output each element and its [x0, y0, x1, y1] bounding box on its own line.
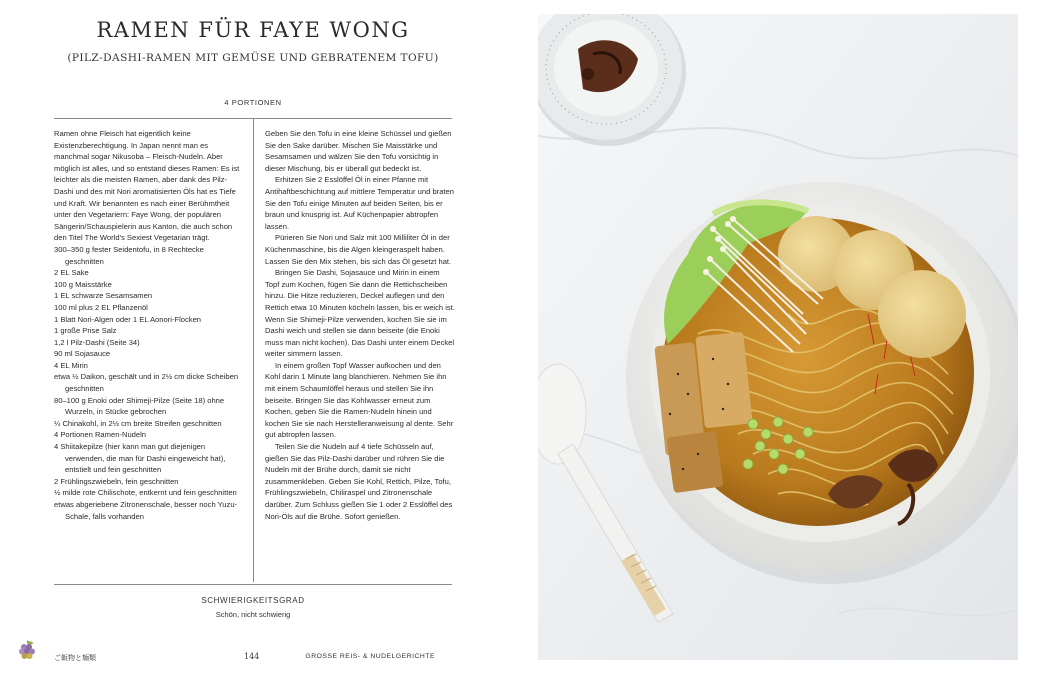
recipe-subtitle: (PILZ-DASHI-RAMEN MIT GEMÜSE UND GEBRATENEM TOFU)	[67, 52, 439, 64]
difficulty-label: SCHWIERIGKEITSGRAD	[201, 596, 305, 605]
footer-section-jp: ご飯物と麺類	[54, 655, 96, 662]
recipe-title: RAMEN FÜR FAYE WONG	[96, 18, 410, 42]
ingredient-item: etwas abgeriebene Zitronenschale, besser noch Yuzu-Schale, falls vorhanden	[54, 500, 238, 521]
page-number: 144	[244, 652, 260, 661]
ingredient-item: 4 Portionen Ramen-Nudeln	[54, 430, 147, 440]
ingredient-item: 4 Shiitakepilze (hier kann man gut diejenigen verwenden, die man für Dashi eingeweicht hat), entstielt und fein geschnitten	[54, 442, 226, 475]
ramen-photo	[538, 14, 1018, 660]
method-step: Pürieren Sie Nori und Salz mit 100 Milliliter Öl in der Küchenmaschine, bis die Algen kleingeraspelt haben. Lassen Sie den Mix stehen, bis sich das Öl gesetzt hat.	[265, 233, 452, 266]
ingredient-item: 2 Frühlingszwiebeln, fein geschnitten	[54, 476, 179, 486]
footer-section-title: GROSSE REIS- & NUDELGERICHTE	[305, 653, 435, 660]
ingredient-item: 1 Blatt Nori-Algen oder 1 EL Aonori-Flocken	[54, 314, 202, 324]
ingredient-item: 100 ml plus 2 EL Pflanzenöl	[54, 302, 148, 312]
ingredient-item: 100 g Maisstärke	[54, 279, 112, 289]
portions: 4 PORTIONEN	[224, 98, 282, 107]
bottom-rule	[54, 584, 452, 585]
intro-text: Ramen ohne Fleisch hat eigentlich keine Existenzberechtigung. In Japan nennt man es manchmal sogar Nikusoba – Fleisch-Nudeln. Aber möglich ist alles, und so entstand dieses Ramen: Es ist leichter als die meisten Ramen, aber dank des Pilz-Dashi und des mit Nori aromatisierten Öls hat es Tiefe und Kraft. Wir benannten es nach einer Berühmtheit unter den Vegetariern: Faye Wong, der populären Sängerin/Schauspielerin aus Kanton, die auch schon den Titel The World's Sexiest Vegetarian trägt.	[54, 129, 240, 243]
grape-cluster-icon	[16, 639, 38, 666]
ingredient-item: ¼ Chinakohl, in 2½ cm breite Streifen geschnitten	[54, 418, 222, 428]
method-step: Bringen Sie Dashi, Sojasauce und Mirin in einem Topf zum Kochen, fügen Sie dann die Rettichscheiben hinzu. Die Hitze reduzieren, Deckel auflegen und den Rettich etwa 10 Minuten köcheln lassen, bis er weich ist. Wenn Sie Shimeji-Pilze verwenden, kochen Sie sie im Dashi weich und stellen sie dann beiseite (die Enoki muss man nicht kochen). Das Dashi unter einem Deckel weiter simmern lassen.	[265, 268, 455, 359]
ingredients-list	[54, 244, 244, 522]
column-divider	[253, 119, 254, 582]
ingredient-item: 4 EL Mirin	[54, 360, 88, 370]
ingredient-item: 1 EL schwarze Sesamsamen	[54, 291, 153, 301]
ingredient-item: 1,2 l Pilz-Dashi (Seite 34)	[54, 337, 140, 347]
difficulty-value: Schön, nicht schwierig	[215, 610, 291, 619]
method-column	[265, 128, 455, 522]
left-column	[54, 128, 244, 522]
ingredient-item: 2 EL Sake	[54, 268, 89, 278]
ingredient-item: 300–350 g fester Seidentofu, in 8 Rechtecke geschnitten	[54, 244, 204, 266]
ingredient-item: 90 ml Sojasauce	[54, 349, 111, 359]
daikon-slice	[878, 270, 966, 358]
ingredient-item: 80–100 g Enoki oder Shimeji-Pilze (Seite 18) ohne Wurzeln, in Stücke gebrochen	[54, 395, 225, 417]
ingredient-item: ½ milde rote Chilischote, entkernt und fein geschnitten	[54, 488, 237, 498]
method-step: Teilen Sie die Nudeln auf 4 tiefe Schüsseln auf, gießen Sie das Pilz-Dashi darüber und rühren Sie die Nudeln mit der Brühe durch, damit sie nicht zusammenkleben. Geben Sie Kohl, Rettich, Pilze, Tofu, Frühlingszwiebeln, Chiliraspel und Zitronenschale darüber. Zum Schluss gießen Sie 1 oder 2 Esslöffel des Nori-Öls auf die Brühe. Sofort genießen.	[265, 442, 453, 521]
ingredient-item: etwa ½ Daikon, geschält und in 2½ cm dicke Scheiben geschnitten	[54, 372, 239, 394]
method-step: Erhitzen Sie 2 Esslöffel Öl in einer Pfanne mit Antihaftbeschichtung auf mittlere Temperatur und braten Sie den Tofu einige Minuten auf beiden Seiten, bis er braun und knusprig ist. Auf Küchenpapier abtropfen lassen.	[265, 175, 454, 231]
ingredient-item: 1 große Prise Salz	[54, 326, 117, 336]
method-step: Geben Sie den Tofu in eine kleine Schüssel und gießen Sie den Sake darüber. Mischen Sie Maisstärke und Sesamsamen und wälzen Sie den Tofu vorsichtig in dieser Mischung, bis er überall gut bedeckt ist.	[265, 129, 452, 173]
method-step: In einem großen Topf Wasser aufkochen und den Kohl darin 1 Minute lang blanchieren. Nehmen Sie ihn mit einem Schaumlöffel heraus und stellen Sie ihn beiseite. Bringen Sie das Kohlwasser erneut zum Kochen, geben Sie die Ramen-Nudeln hinein und kochen Sie sie nach Herstelleranweisung al dente. Sehr gut abtropfen lassen.	[265, 360, 454, 440]
